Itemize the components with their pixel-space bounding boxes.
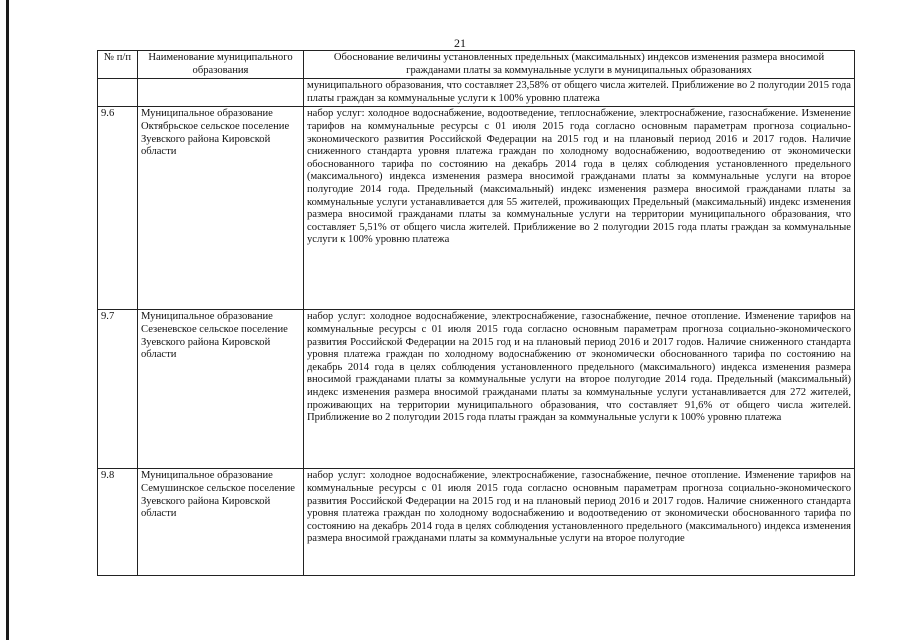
- table-row: [98, 310, 855, 469]
- tariff-table: [97, 50, 855, 576]
- row-basis-text: набор услуг: холодное водоснабжение, электроснабжение, газоснабжение, печное отопление. Изменение тарифов на коммунальные ресурсы с 01 июля 2015 года согласно основным параметрам прогноза социально-экономического развития Российской Федерации на 2015 год и на плановый период 2016 и 2017 годов. Наличие сниженного стандарта уровня платежа граждан по холодному водоснабжению от экономически обоснованного тарифа по состоянию на декабрь 2014 года в целях соблюдения установленного предельного (максимального) индекса изменения размера вносимой гражданами платы за коммунальные услуги на второе полугодие 2014 года. Предельный (максимальный) индекс изменения размера вносимой гражданами платы за коммунальные услуги устанавливается для 272 жителей, проживающих на территории муниципального образования, что составляет 91,6% от общего числа жителей. Приближение во 2 полугодии 2015 года платы граждан за коммунальные услуги к 100% уровню платежа: [304, 310, 855, 469]
- row-basis-text: набор услуг: холодное водоснабжение, водоотведение, теплоснабжение, электроснабжение, газоснабжение. Изменение тарифов на коммунальные ресурсы с 01 июля 2015 года согласно основным параметрам прогноза социально-экономического развития Российской Федерации на 2015 год и на плановый период 2016 и 2017 годов. Наличие сниженного стандарта уровня платежа граждан по холодному водоснабжению, водоотведению от экономически обоснованного тарифа по состоянию на декабрь 2014 года в целях соблюдения установленного предельного (максимального) индекса изменения размера вносимой гражданами платы за коммунальные услуги на второе полугодие 2014 года. Предельный (максимальный) индекс изменения размера вносимой гражданами платы за коммунальные услуги устанавливается для 55 жителей, проживающих Предельный (максимальный) индекс изменения размера вносимой гражданами платы за коммунальные услуги на территории муниципального образования, что составляет 5,51% от общего числа жителей. Приближение во 2 полугодии 2015 года платы граждан за коммунальные услуги к 100% уровню платежа: [304, 107, 855, 310]
- page-number: 21: [454, 36, 466, 50]
- row-num: [98, 79, 138, 107]
- row-num: 9.6: [98, 107, 138, 310]
- header-name: Наименование муниципального образования: [138, 51, 304, 79]
- header-num: № п/п: [98, 51, 138, 79]
- row-num: 9.8: [98, 469, 138, 576]
- row-num: 9.7: [98, 310, 138, 469]
- header-basis: Обоснование величины установленных предельных (максимальных) индексов изменения размера вносимой гражданами платы за коммунальные услуги в муниципальных образованиях: [304, 51, 855, 79]
- scan-edge-bar: [6, 0, 9, 640]
- table-header-row: [98, 51, 855, 79]
- table-row: [98, 79, 855, 107]
- row-municipality: Муниципальное образование Сезеневское сельское поселение Зуевского района Кировской области: [138, 310, 304, 469]
- row-basis-text: муниципального образования, что составляет 23,58% от общего числа жителей. Приближение во 2 полугодии 2015 года платы граждан за коммунальные услуги к 100% уровню платежа: [304, 79, 855, 107]
- row-municipality: Муниципальное образование Октябрьское сельское поселение Зуевского района Кировской области: [138, 107, 304, 310]
- row-basis-text: набор услуг: холодное водоснабжение, электроснабжение, газоснабжение, печное отопление. Изменение тарифов на коммунальные ресурсы с 01 июля 2015 года согласно основным параметрам прогноза социально-экономического развития Российской Федерации на 2015 год и на плановый период 2016 и 2017 годов. Наличие сниженного стандарта уровня платежа граждан по холодному водоснабжению и водоотведению от экономически обоснованного тарифа по состоянию на декабрь 2014 года в целях соблюдения установленного предельного (максимального) индекса изменения размера вносимой гражданами платы за коммунальные услуги на второе полугодие: [304, 469, 855, 576]
- table-row: [98, 107, 855, 310]
- row-municipality: Муниципальное образование Семушинское сельское поселение Зуевского района Кировской области: [138, 469, 304, 576]
- table-row: [98, 469, 855, 576]
- row-municipality: [138, 79, 304, 107]
